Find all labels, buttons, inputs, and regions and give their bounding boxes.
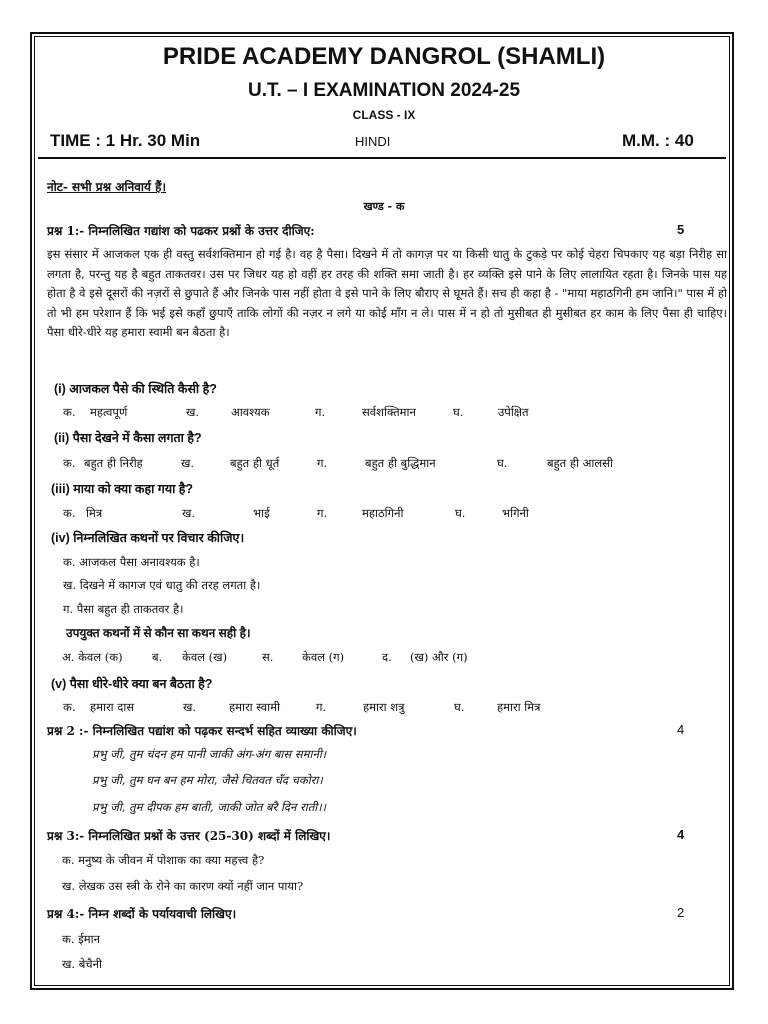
q4-title: प्रश्न 4:- निम्न शब्दों के पर्यायवाची लिखिए। (47, 907, 237, 921)
q3-title: प्रश्न 3:- निम्नलिखित प्रश्नों के उत्तर (25-30) शब्दों में लिखिए। (47, 829, 331, 843)
q1-sub4-opt-d: (ख) और (ग) (410, 650, 468, 664)
section-title: खण्ड - क (363, 200, 405, 213)
q1-sub2-opt-ka-label: क. (63, 456, 76, 470)
class-label: CLASS - IX (352, 108, 416, 122)
q1-sub3-opt-gha: भगिनी (502, 506, 529, 520)
q1-passage: इस संसार में आजकल एक ही वस्तु सर्वशक्तिमान हो गई है। वह है पैसा। दिखने में तो कागज़ पर या किसी धातु के टुकड़े पर कोई चेहरा चिपकाए यह बड़ा निरीह सा लगता है, परन्तु यह है बहुत ताकतवर। उस पर जिधर यह हो वहीं हर तरह की शक्ति समा जाती है। हर व्यक्ति इसे पाने के लिए लालायित रहता है। जिनके पास यह होता है वे इसे दूसरों की नज़रों से छुपाते हैं और जिनके पास नहीं होता वे इसे पाने के लिए बौराए से घूमते हैं। सच ही कहा है - "माया महाठगिनी हम जानि।" पास में हो तो भी हम परेशान हैं कि भई इसे कहाँ छुपाएँ ताकि लोगों की नज़र न लगे या कोई माँग न ले। पास में न हो तो मुसीबत ही मुसीबत हर काम के लिए पैसा ही चाहिए। पैसा धीरे-धीरे यह हमारा स्वामी बन बैठता है। (47, 247, 727, 340)
subject-label: HINDI (355, 134, 391, 149)
q1-sub3-opt-ga: महाठगिनी (362, 506, 404, 520)
q1-sub3-question: (iii) माया को क्या कहा गया है? (51, 482, 194, 496)
q1-sub2-opt-ka: बहुत ही निरीह (84, 456, 143, 470)
q2-marks: 4 (677, 722, 685, 737)
q1-sub4-question: (iv) निम्नलिखित कथनों पर विचार कीजिए। (51, 531, 245, 545)
q1-sub5-opt-gha-label: घ. (454, 700, 465, 714)
q1-sub5-opt-kha-label: ख. (183, 700, 197, 714)
q1-sub5-opt-ga-label: ग. (316, 700, 327, 714)
q1-sub4-opt-s-label: स. (262, 650, 274, 664)
q1-sub2-opt-gha-label: घ. (497, 456, 508, 470)
q1-sub4-opt-d-label: द. (382, 650, 392, 664)
time-label: TIME : 1 Hr. 30 Min (50, 131, 201, 150)
q1-sub4-opt-s: केवल (ग) (302, 650, 345, 664)
q1-sub4-opt-b: केवल (ख) (182, 650, 228, 664)
q2-title: प्रश्न 2 :- निम्नलिखित पद्यांश को पढ़कर सन्दर्भ सहित व्याख्या कीजिए। (47, 724, 357, 738)
q1-sub2-opt-kha-label: ख. (181, 456, 195, 470)
q4-marks: 2 (677, 905, 685, 920)
q1-sub1-opt-ka-label: क. (63, 405, 76, 419)
q1-sub3-opt-kha-label: ख. (182, 506, 196, 520)
q1-sub5-question: (v) पैसा धीरे-धीरे क्या बन बैठता है? (51, 677, 213, 691)
q1-sub5-opt-kha: हमारा स्वामी (229, 700, 281, 714)
q1-sub5-opt-gha: हमारा मित्र (497, 700, 541, 714)
q1-sub2-opt-ga-label: ग. (317, 456, 328, 470)
q1-title: प्रश्न 1:- निम्नलिखित गद्यांश को पढकर प्रश्नों के उत्तर दीजिए: (47, 224, 315, 238)
instruction-note: नोट- सभी प्रश्न अनिवार्य हैं। (47, 180, 167, 194)
q1-sub3-opt-ka-label: क. (63, 506, 76, 520)
q1-sub1-opt-kha: आवश्यक (231, 405, 270, 419)
q1-sub1-opt-ga-label: ग. (315, 405, 326, 419)
q1-sub3-opt-ka: मित्र (86, 506, 103, 520)
q1-sub2-opt-gha: बहुत ही आलसी (547, 456, 613, 470)
q1-sub4-statement-2: ख. दिखने में कागज एवं धातु की तरह लगता है। (63, 578, 261, 592)
q2-line-3: प्रभु जी, तुम दीपक हम बाती, जाकी जोत बरै दिन राती।। (92, 800, 327, 814)
q1-sub4-opt-b-label: ब. (152, 650, 163, 664)
q1-sub1-opt-gha-label: घ. (453, 405, 464, 419)
q4-item-1: क. ईमान (62, 932, 101, 946)
q1-sub3-opt-gha-label: घ. (455, 506, 466, 520)
q1-sub1-opt-kha-label: ख. (186, 405, 200, 419)
q1-sub5-opt-ga: हमारा शत्रु (363, 700, 405, 714)
q1-sub2-opt-kha: बहुत ही धूर्त (230, 456, 280, 470)
exam-title: U.T. – I EXAMINATION 2024-25 (247, 80, 521, 101)
q1-sub4-opt-a: अ. केवल (क) (62, 650, 123, 664)
q3-item-1: क. मनुष्य के जीवन में पोशाक का क्या महत्त्व है? (62, 853, 265, 867)
header-divider (38, 157, 726, 159)
q1-sub5-opt-ka: हमारा दास (90, 700, 135, 714)
q1-sub1-opt-ka: महत्वपूर्ण (90, 405, 128, 419)
q1-sub4-statement-3: ग. पैसा बहुत ही ताकतवर है। (63, 602, 184, 616)
q4-item-2: ख. बेचैनी (62, 957, 102, 971)
q3-item-2: ख. लेखक उस स्त्री के रोने का कारण क्यों नहीं जान पाया? (62, 879, 304, 893)
q1-sub3-opt-kha: भाई (253, 506, 270, 520)
q1-sub1-question: (i) आजकल पैसे की स्थिति कैसी है? (54, 382, 217, 396)
q2-line-2: प्रभु जी, तुम घन बन हम मोरा, जैसे चितवत चँद चकोरा। (92, 773, 323, 787)
q3-marks: 4 (677, 827, 685, 842)
q1-sub2-question: (ii) पैसा देखने में कैसा लगता है? (54, 431, 202, 445)
q2-line-1: प्रभु जी, तुम चंदन हम पानी जाकी अंग-अंग बास समानी। (92, 747, 327, 761)
q1-sub1-opt-ga: सर्वशक्तिमान (362, 405, 416, 419)
q1-sub3-opt-ga-label: ग. (317, 506, 328, 520)
q1-sub1-opt-gha: उपेक्षित (498, 405, 529, 419)
q1-sub4-statement-1: क. आजकल पैसा अनावश्यक है। (63, 555, 200, 569)
q1-marks: 5 (677, 222, 685, 237)
q1-sub2-opt-ga: बहुत ही बुद्धिमान (365, 456, 436, 470)
q1-sub5-opt-ka-label: क. (63, 700, 76, 714)
school-name: PRIDE ACADEMY DANGROL (SHAMLI) (162, 43, 606, 70)
q1-sub4-prompt: उपयुक्त कथनों में से कौन सा कथन सही है। (66, 626, 251, 640)
max-marks-label: M.M. : 40 (622, 131, 694, 150)
